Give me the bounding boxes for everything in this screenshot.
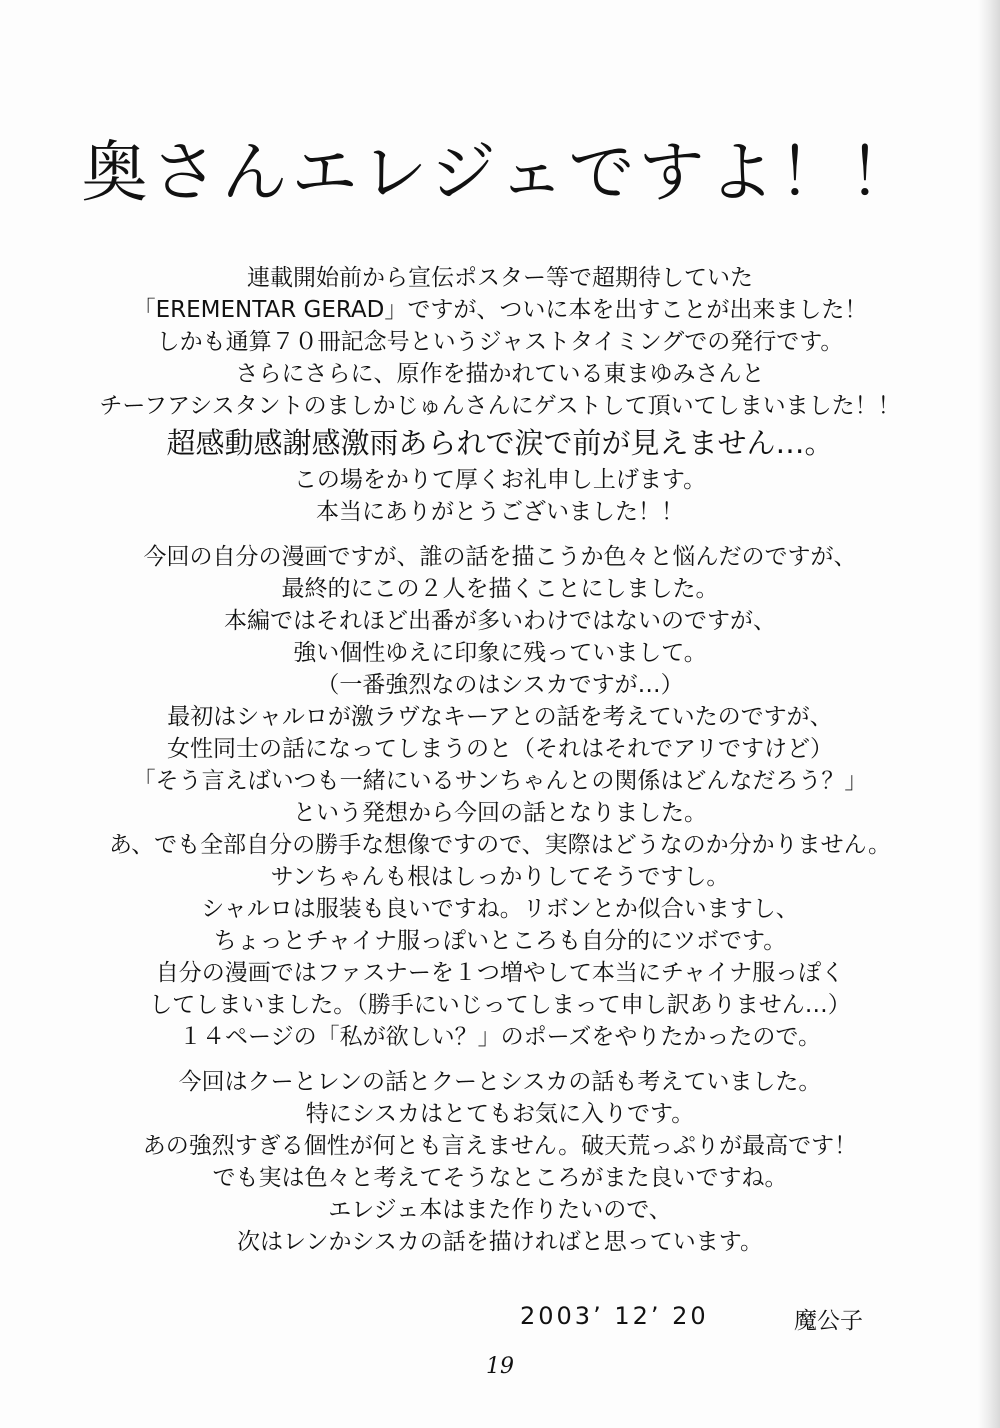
text-line: あの強烈すぎる個性が何とも言えません。破天荒っぷりが最高です！ bbox=[142, 1133, 858, 1159]
page-title: 奥さんエレジェですよ！！ bbox=[81, 134, 919, 211]
text-line: 女性同士の話になってしまうのと（それはそれでアリですけど） bbox=[166, 736, 834, 762]
paragraph-4 bbox=[0, 1066, 1000, 1258]
text-line: サンちゃんも根はしっかりしてそうですし。 bbox=[270, 864, 730, 890]
text-line: （一番強烈なのはシスカですが…） bbox=[316, 672, 684, 698]
text-line: 強い個性ゆえに印象に残っていまして。 bbox=[293, 640, 707, 666]
text-line: 次はレンかシスカの話を描ければと思っています。 bbox=[237, 1229, 763, 1255]
text-line: 今回の自分の漫画ですが、誰の話を描こうか色々と悩んだのですが、 bbox=[143, 544, 857, 570]
page-number: 19 bbox=[486, 1354, 514, 1379]
paragraph-1 bbox=[0, 262, 1000, 528]
text-line: さらにさらに、原作を描かれている東まゆみさんと bbox=[235, 361, 765, 387]
text-line: 自分の漫画ではファスナーを１つ増やして本当にチャイナ服っぽく bbox=[155, 960, 845, 986]
text-line: 今回はクーとレンの話とクーとシスカの話も考えていました。 bbox=[178, 1069, 822, 1095]
emphasis-line: 超感動感謝感激雨あられで涙で前が見えません…。 bbox=[166, 426, 834, 460]
text-line: しかも通算７０冊記念号というジャストタイミングでの発行です。 bbox=[156, 329, 844, 355]
text-line: という発想から今回の話となりました。 bbox=[293, 800, 707, 826]
text-line: チーフアシスタントのましかじゅんさんにゲストして頂いてしまいました！！ bbox=[99, 393, 901, 419]
paragraph-3 bbox=[0, 893, 1000, 1053]
text-line: この場をかりて厚くお礼申し上げます。 bbox=[293, 467, 707, 493]
text-line: でも実は色々と考えてそうなところがまた良いですね。 bbox=[212, 1165, 788, 1191]
text-line: エレジェ本はまた作りたいので、 bbox=[328, 1197, 672, 1223]
text-line: 「EREMENTAR GERAD」ですが、ついに本を出すことが出来ました！ bbox=[132, 297, 868, 323]
date: 2003’ 12’ 20 bbox=[520, 1302, 709, 1330]
paragraph-2 bbox=[0, 541, 1000, 893]
text-line: してしまいました。（勝手にいじってしまって申し訳ありません…） bbox=[149, 992, 851, 1018]
text-line: 連載開始前から宣伝ポスター等で超期待していた bbox=[247, 265, 753, 291]
text-line: 最終的にこの２人を描くことにしました。 bbox=[281, 576, 719, 602]
author-signature: 魔公子 bbox=[794, 1308, 863, 1334]
text-line: 本当にありがとうございました！！ bbox=[316, 499, 684, 525]
text-line: １４ページの「私が欲しい？」のポーズをやりたかったので。 bbox=[179, 1024, 821, 1050]
text-line: 最初はシャルロが激ラヴなキーアとの話を考えていたのですが、 bbox=[167, 704, 833, 730]
text-line: ちょっとチャイナ服っぽいところも自分的にツボです。 bbox=[213, 928, 787, 954]
text-line: あ、でも全部自分の勝手な想像ですので、実際はどうなのか分かりません。 bbox=[109, 832, 891, 858]
text-line: 特にシスカはとてもお気に入りです。 bbox=[305, 1101, 695, 1127]
text-line: 本編ではそれほど出番が多いわけではないのですが、 bbox=[224, 608, 776, 634]
text-line: 「そう言えばいつも一緒にいるサンちゃんとの関係はどんなだろう？」 bbox=[132, 768, 868, 794]
text-line: シャルロは服装も良いですね。リボンとか似合いますし、 bbox=[201, 896, 799, 922]
